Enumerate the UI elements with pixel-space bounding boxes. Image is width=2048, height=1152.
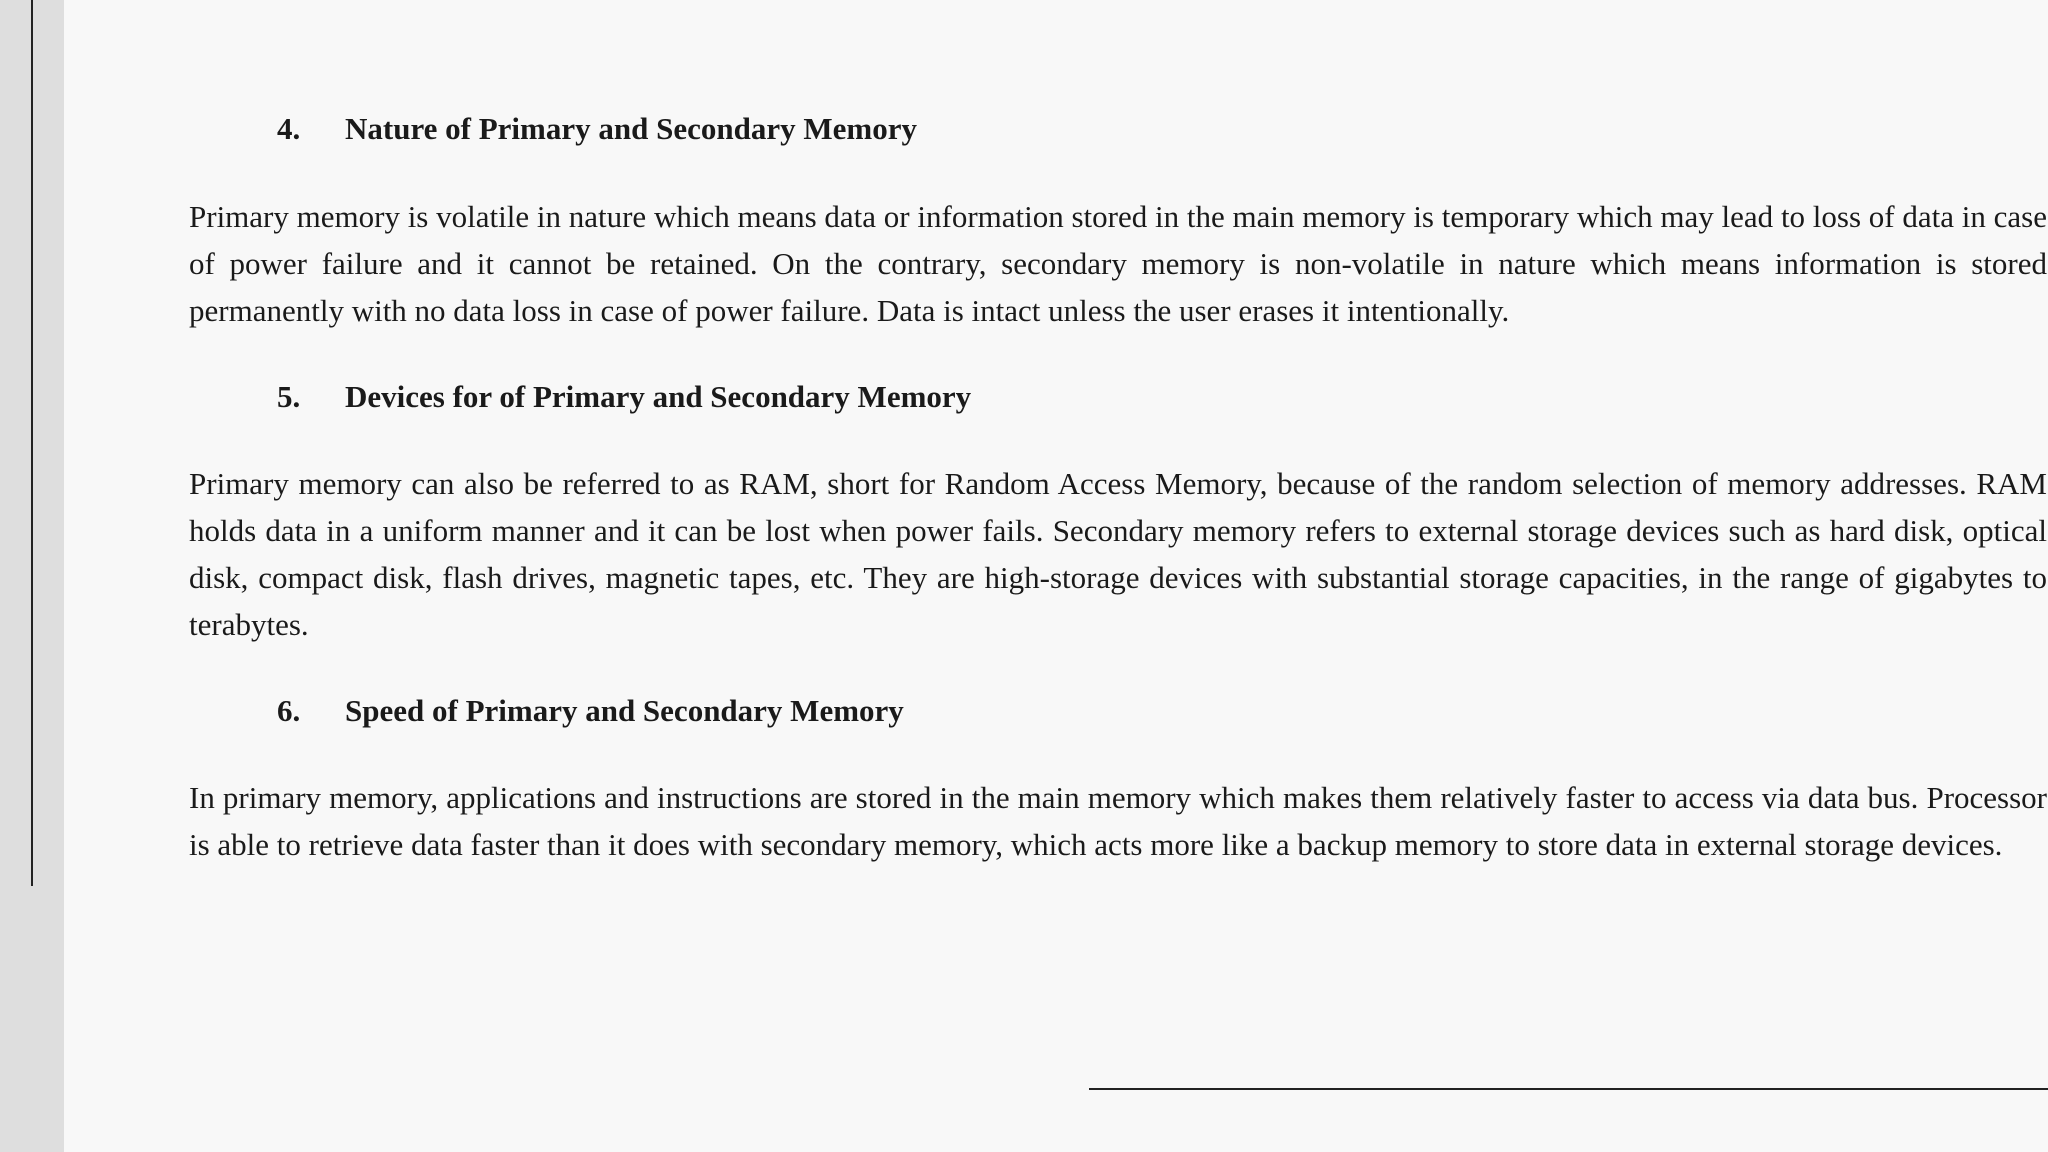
section-title: Devices for of Primary and Secondary Memory <box>345 379 972 414</box>
footer-rule <box>1089 1088 2048 1090</box>
section-body-4: Primary memory is volatile in nature which means data or information stored in the main memory is temporary which may lead to loss of data in case of power failure and it cannot be retained. On the contrary, secondary memory is non-volatile in nature which means information is stored permanently with no data loss in case of power failure. Data is intact unless the user erases it intentionally. <box>189 199 2047 328</box>
left-margin-rule <box>31 0 33 886</box>
section-number: 6. <box>277 693 301 728</box>
document-page <box>64 0 2048 1152</box>
section-body-6: In primary memory, applications and instructions are stored in the main memory which makes them relatively faster to access via data bus. Processor is able to retrieve data faster than it does with secondary memory, which acts more like a backup memory to store data in external storage devices. <box>189 780 2047 862</box>
section-heading-6 <box>277 689 904 733</box>
section-number: 4. <box>277 111 301 146</box>
section-title: Nature of Primary and Secondary Memory <box>345 111 917 146</box>
section-heading-5 <box>277 375 971 419</box>
section-heading-4 <box>277 107 917 151</box>
section-title: Speed of Primary and Secondary Memory <box>345 693 904 728</box>
section-body-5: Primary memory can also be referred to as RAM, short for Random Access Memory, because of the random selection of memory addresses. RAM holds data in a uniform manner and it can be lost when power fails. Secondary memory refers to external storage devices such as hard disk, optical disk, compact disk, flash drives, magnetic tapes, etc. They are high-storage devices with substantial storage capacities, in the range of gigabytes to terabytes. <box>189 466 2047 642</box>
section-number: 5. <box>277 379 301 414</box>
